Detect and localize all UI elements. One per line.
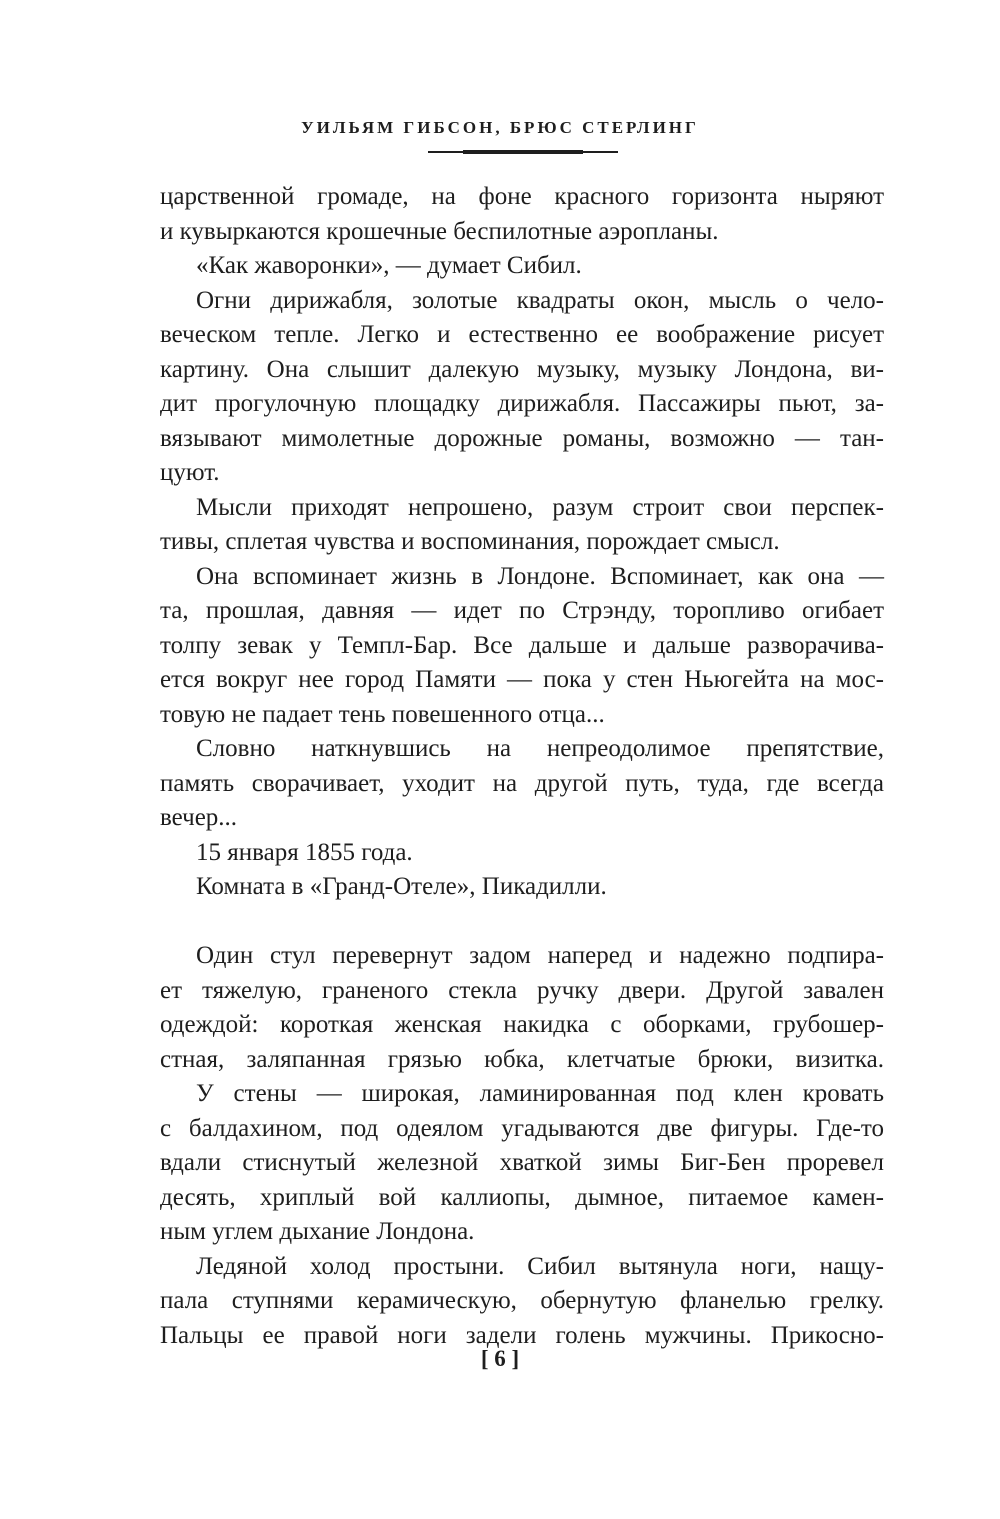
text-line: товую не падает тень повешенного отца... xyxy=(160,700,605,728)
text-line: «Как жаворонки», — думает Сибил. xyxy=(196,252,582,279)
running-header: УИЛЬЯМ ГИБСОН, БРЮС СТЕРЛИНГ xyxy=(301,118,699,137)
body-text xyxy=(160,180,884,1353)
text-line: ным углем дыхание Лондона. xyxy=(160,1218,475,1245)
text-line: Огни дирижабля, золотые квадраты окон, мысль о чело- xyxy=(196,286,884,314)
text-line: толпу зевак у Темпл-Бар. Все дальше и дальше разворачива- xyxy=(160,631,884,659)
text-line: стная, заляпанная грязью юбка, клетчатые брюки, визитка. xyxy=(160,1045,884,1073)
text-line: тивы, сплетая чувства и воспоминания, порождает смысл. xyxy=(160,528,780,555)
text-line: десять, хриплый вой каллиопы, дымное, питаемое камен- xyxy=(160,1183,884,1211)
text-line: ет тяжелую, граненого стекла ручку двери. Другой завален xyxy=(160,976,884,1004)
header-rule-thick xyxy=(463,150,583,154)
text-line: одеждой: короткая женская накидка с оборками, грубошер- xyxy=(160,1011,884,1038)
text-line: 15 января 1855 года. xyxy=(196,838,413,866)
text-line: память сворачивает, уходит на другой путь, туда, где всегда xyxy=(160,769,884,797)
text-line: Она вспоминает жизнь в Лондоне. Вспоминает, как она — xyxy=(196,562,884,590)
text-line: У стены — широкая, ламинированная под клен кровать xyxy=(196,1080,884,1107)
text-line: пала ступнями керамическую, обернутую фланелью грелку. xyxy=(160,1287,884,1314)
page-number: [ 6 ] xyxy=(480,1346,520,1371)
text-line: цуют. xyxy=(160,459,220,486)
text-line: веческом тепле. Легко и естественно ее воображение рисует xyxy=(160,321,884,348)
text-line: и кувыркаются крошечные беспилотные аэропланы. xyxy=(160,217,719,245)
text-line: Ледяной холод простыни. Сибил вытянула ноги, нащу- xyxy=(196,1252,884,1280)
section-break xyxy=(160,905,884,940)
text-line: та, прошлая, давняя — идет по Стрэнду, торопливо огибает xyxy=(160,597,884,624)
text-line: царственной громаде, на фоне красного горизонта ныряют xyxy=(160,183,884,210)
text-line: Мысли приходят непрошено, разум строит свои перспек- xyxy=(196,493,884,521)
text-line: Комната в «Гранд-Отеле», Пикадилли. xyxy=(196,873,607,900)
text-line: с балдахином, под одеялом угадываются две фигуры. Где-то xyxy=(160,1114,884,1142)
text-line: ется вокруг нее город Памяти — пока у стен Ньюгейта на мос- xyxy=(160,666,884,693)
text-line: вечер... xyxy=(160,804,238,831)
text-line: вдали стиснутый железной хваткой зимы Биг-Бен проревел xyxy=(160,1149,884,1176)
text-line: Словно наткнувшись на непреодолимое препятствие, xyxy=(196,735,884,762)
text-line: вязывают мимолетные дорожные романы, возможно — тан- xyxy=(160,424,884,452)
text-line: Один стул перевернут задом наперед и надежно подпира- xyxy=(196,942,884,969)
text-line: Пальцы ее правой ноги задели голень мужчины. Прикосно- xyxy=(160,1321,884,1349)
text-line: дит прогулочную площадку дирижабля. Пассажиры пьют, за- xyxy=(160,390,884,417)
text-line: картину. Она слышит далекую музыку, музыку Лондона, ви- xyxy=(160,355,884,383)
